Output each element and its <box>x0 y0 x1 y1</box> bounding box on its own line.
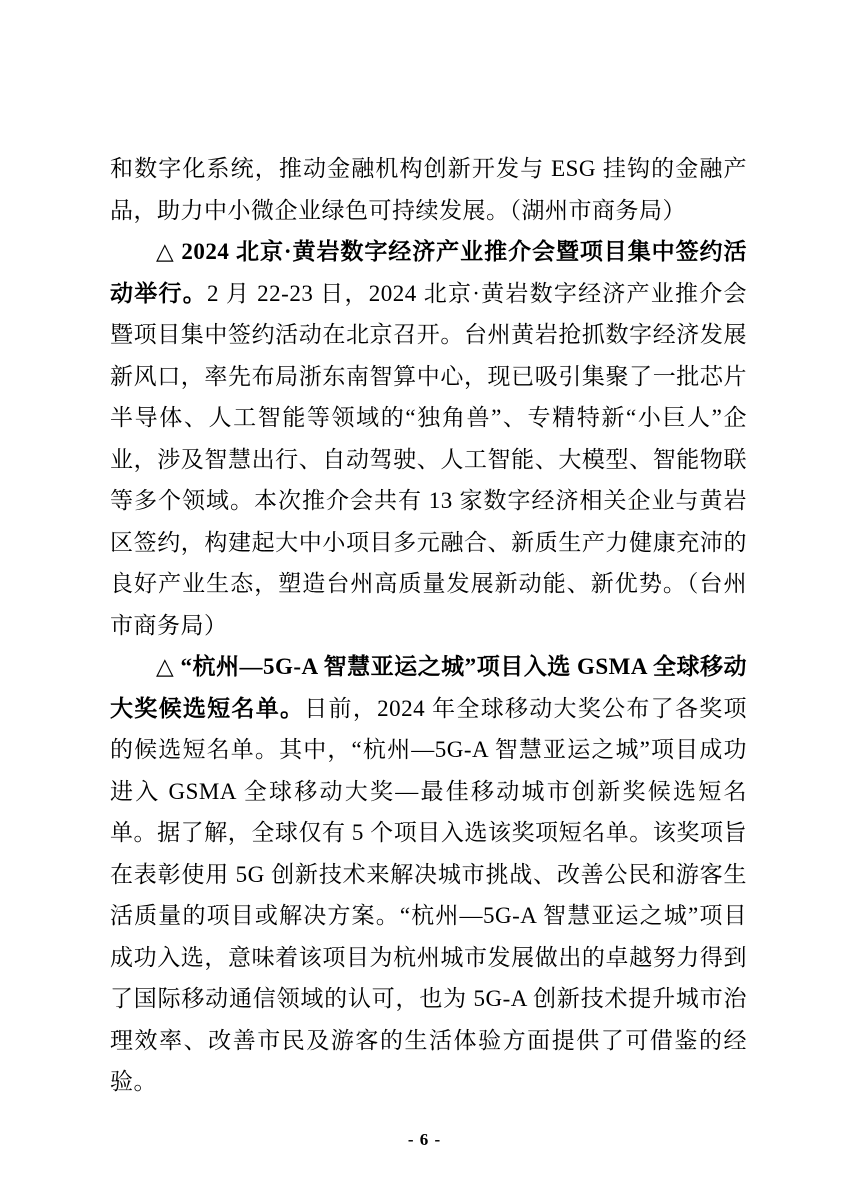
paragraph <box>110 148 747 231</box>
paragraph-body: 和数字化系统，推动金融机构创新开发与 ESG 挂钩的金融产品，助力中小微企业绿色可持续发展。（湖州市商务局） <box>110 156 747 223</box>
paragraph-body: 日前，2024 年全球移动大奖公布了各奖项的候选短名单。其中，“杭州—5G-A 智慧亚运之城”项目成功进入 GSMA 全球移动大奖—最佳移动城市创新奖候选短名单。据了解，全球仅有 5 个项目入选该奖项短名单。该奖项旨在表彰使用 5G 创新技术来解决城市挑战、改善公民和游客生活质量的项目或解决方案。“杭州—5G-A 智慧亚运之城”项目成功入选，意味着该项目为杭州城市发展做出的卓越努力得到了国际移动通信领域的认可，也为 5G-A 创新技术提升城市治理效率、改善市民及游客的生活体验方面提供了可借鉴的经验。 <box>110 695 747 1094</box>
page-number: - 6 - <box>407 1130 442 1149</box>
paragraph-headline: △ “杭州—5G-A 智慧亚运之城”项目入选 GSMA 全球移动大奖候选短名单。 <box>110 654 747 721</box>
body-text <box>110 148 747 1103</box>
paragraph <box>110 646 747 1103</box>
paragraph-body: 2 月 22-23 日，2024 北京·黄岩数字经济产业推介会暨项目集中签约活动在北京召开。台州黄岩抢抓数字经济发展新风口，率先布局浙东南智算中心，现已吸引集聚了一批芯片半导体、人工智能等领域的“独角兽”、专精特新“小巨人”企业，涉及智慧出行、自动驾驶、人工智能、大模型、智能物联等多个领域。本次推介会共有 13 家数字经济相关企业与黄岩区签约，构建起大中小项目多元融合、新质生产力健康充沛的良好产业生态，塑造台州高质量发展新动能、新优势。（台州市商务局） <box>110 280 747 638</box>
paragraph-headline: △ 2024 北京·黄岩数字经济产业推介会暨项目集中签约活动举行。 <box>110 239 747 306</box>
paragraph <box>110 231 747 646</box>
